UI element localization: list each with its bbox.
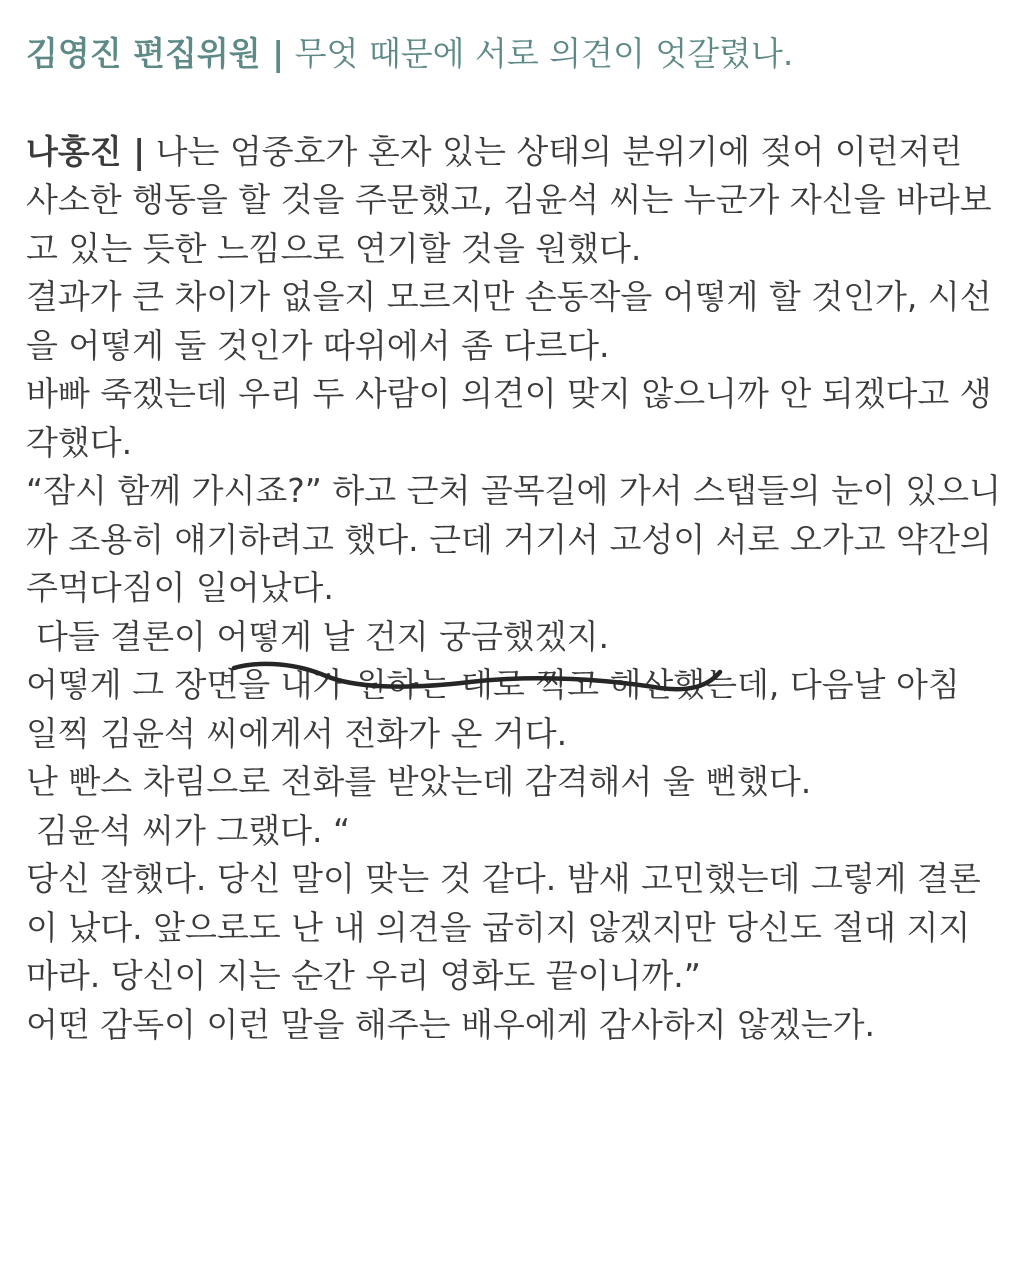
answer-paragraph: 결과가 큰 차이가 없을지 모르지만 손동작을 어떻게 할 것인가, 시선을 어떻게 둘 것인가 따위에서 좀 다르다. — [26, 277, 992, 365]
question-speaker: 김영진 편집위원 | — [26, 34, 285, 73]
answer-paragraph-text: 나는 엄중호가 혼자 있는 상태의 분위기에 젖어 이런저런 사소한 행동을 할 것을 주문했고, 김윤석 씨는 누군가 자신을 바라보고 있는 듯한 느낌으로 연기할 것을 원했다. — [26, 131, 992, 268]
answer-speaker: 나홍진 | — [26, 131, 146, 171]
article — [26, 30, 1001, 1049]
answer-paragraph: 난 빤스 차림으로 전화를 받았는데 감격해서 울 뻔했다. — [26, 762, 812, 801]
answer-paragraph: “잠시 함께 가시죠?” 하고 근처 골목길에 가서 스탭들의 눈이 있으니까 조용히 얘기하려고 했다. 근데 거기서 고성이 서로 오가고 약간의 주먹다짐이 일어났다. — [26, 471, 1001, 607]
answer-paragraph: 바빠 죽겠는데 우리 두 사람이 의견이 맞지 않으니까 안 되겠다고 생각했다. — [26, 374, 992, 462]
answer-paragraph: 어떤 감독이 이런 말을 해주는 배우에게 감사하지 않겠는가. — [26, 1004, 875, 1044]
interview-question — [26, 30, 1001, 79]
interview-answer — [26, 128, 1001, 1050]
question-text: 무엇 때문에 서로 의견이 엇갈렸나. — [284, 34, 794, 73]
answer-paragraph: 당신 잘했다. 당신 말이 맞는 것 같다. 밤새 고민했는데 그렇게 결론이 났다. 앞으로도 난 내 의견을 굽히지 않겠지만 당신도 절대 지지 마라. 당신이 지는 순간 우리 영화도 끝이니까.” — [26, 859, 981, 995]
answer-paragraph: 어떻게 그 장면을 내가 원하는 대로 찍고 해산했는데, 다음날 아침 일찍 김윤석 씨에게서 전화가 온 거다. — [26, 665, 960, 753]
answer-paragraph: 다들 결론이 어떻게 날 건지 궁금했겠지. — [36, 616, 609, 656]
answer-paragraph — [26, 128, 1001, 274]
answer-paragraph: 김윤석 씨가 그랬다. “ — [36, 810, 351, 850]
